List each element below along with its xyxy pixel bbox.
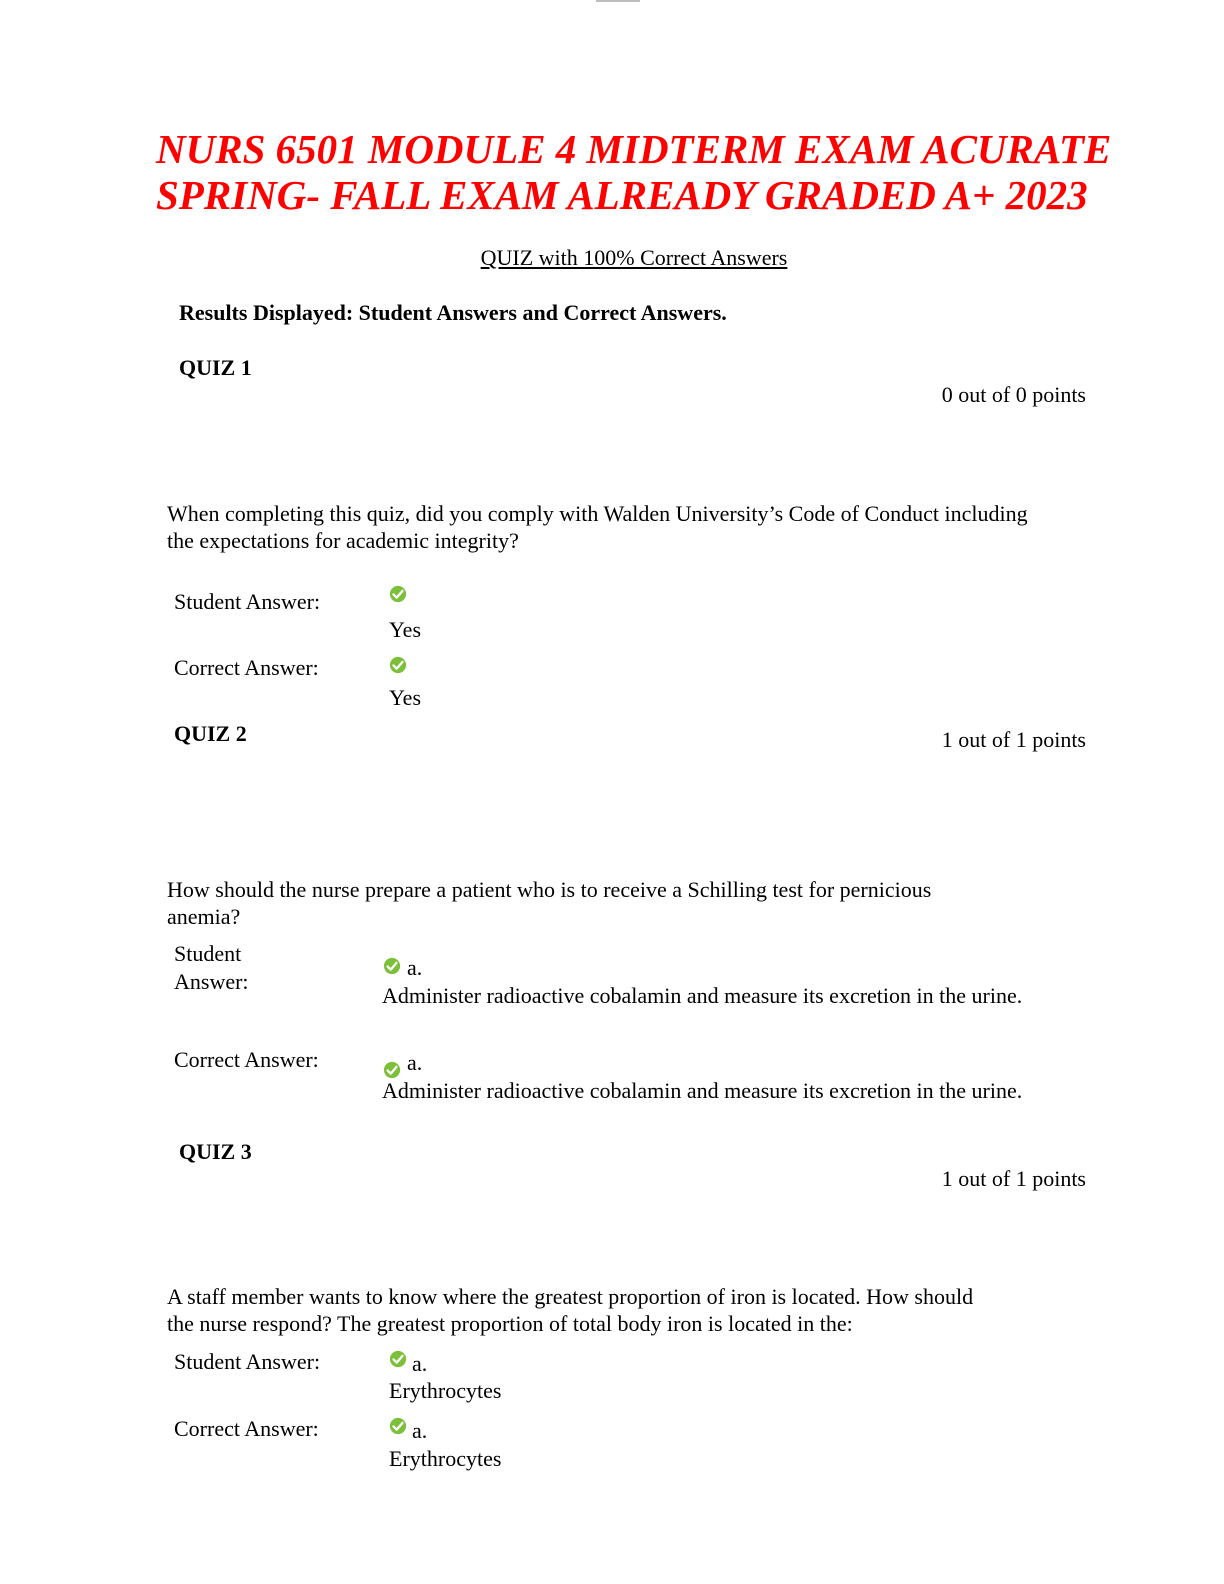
quiz-heading: QUIZ 2 [174, 721, 247, 746]
correct-answer-text: Erythrocytes [389, 1446, 502, 1471]
check-circle-icon [389, 1417, 407, 1435]
quiz-points: 1 out of 1 points [941, 1166, 1086, 1191]
student-answer-text: Yes [389, 617, 422, 642]
check-circle-icon [389, 1350, 407, 1368]
page-title [156, 126, 1111, 218]
correct-answer-letter: a. [412, 1418, 428, 1443]
quiz-points: 0 out of 0 points [941, 382, 1086, 407]
correct-answer-label: Correct Answer: [174, 1416, 319, 1441]
check-circle-icon [383, 957, 401, 975]
student-answer-letter: a. [412, 1351, 428, 1376]
quiz-heading: QUIZ 1 [179, 355, 252, 380]
student-answer-label: Student Answer: [174, 1349, 321, 1374]
title-line-2: SPRING- FALL EXAM ALREADY GRADED A+ 2023 [156, 172, 1088, 218]
check-circle-icon [389, 585, 407, 603]
question-text: How should the nurse prepare a patient who is to receive a Schilling test for pernicious anemia? [167, 877, 932, 929]
question-text: When completing this quiz, did you comply with Walden University’s Code of Conduct including the expectations for academic integrity? [167, 501, 1028, 553]
correct-answer-text: Administer radioactive cobalamin and measure its excretion in the urine. [382, 1078, 1023, 1103]
correct-answer-letter: a. [407, 1050, 423, 1075]
correct-answer-label: Correct Answer: [174, 655, 319, 680]
check-circle-icon [389, 656, 407, 674]
quiz-points: 1 out of 1 points [941, 727, 1086, 752]
student-answer-letter: a. [407, 955, 423, 980]
subtitle: QUIZ with 100% Correct Answers [480, 245, 788, 270]
question-text: A staff member wants to know where the greatest proportion of iron is located. How should the nurse respond? The greatest proportion of total body iron is located in the: [167, 1284, 974, 1336]
results-heading: Results Displayed: Student Answers and Correct Answers. [179, 300, 727, 325]
student-answer-text: Administer radioactive cobalamin and measure its excretion in the urine. [382, 983, 1023, 1008]
correct-answer-label: Correct Answer: [174, 1047, 319, 1072]
quiz-heading: QUIZ 3 [179, 1139, 252, 1164]
top-rule [596, 0, 640, 2]
title-line-1: NURS 6501 MODULE 4 MIDTERM EXAM ACURATE [156, 126, 1112, 172]
student-answer-label: Student Answer: [174, 589, 321, 614]
student-answer-text: Erythrocytes [389, 1378, 502, 1403]
student-answer-label: Student Answer: [174, 941, 249, 994]
correct-answer-text: Yes [389, 685, 422, 710]
